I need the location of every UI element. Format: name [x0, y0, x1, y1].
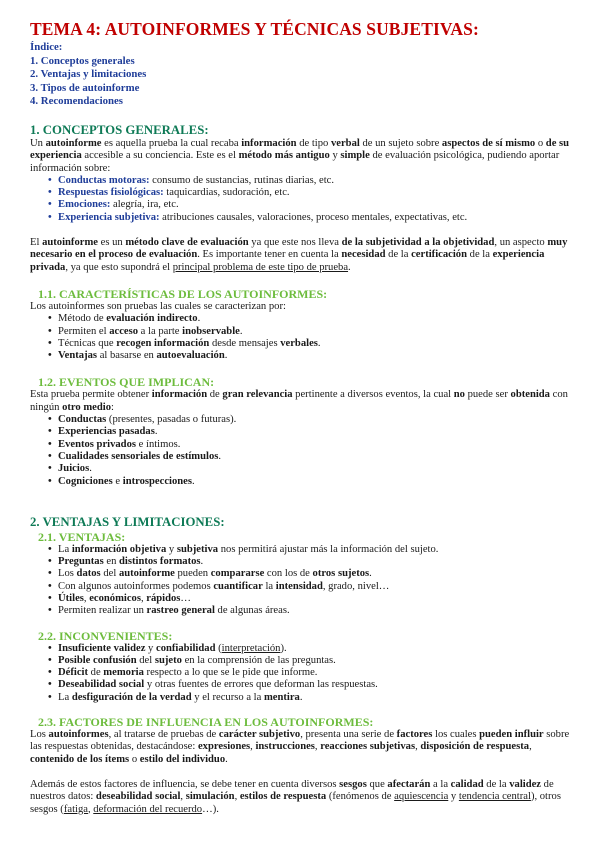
text: .: [154, 426, 158, 438]
text: y: [145, 642, 156, 654]
text: accesible a su conciencia. Este es el: [81, 150, 239, 162]
text: de la: [483, 778, 510, 790]
text: .: [348, 261, 351, 273]
list-item: [48, 187, 576, 199]
bold-text: expresiones: [197, 741, 251, 753]
list-item: [48, 605, 576, 617]
text: , presenta una serie de: [300, 729, 397, 741]
list-item: [48, 350, 576, 362]
text: :: [111, 401, 114, 413]
bold-text: autoinforme: [45, 137, 102, 149]
bold-text: Cogniciones: [58, 475, 113, 487]
bold-text: muy necesario en el proceso de evaluación: [30, 237, 568, 261]
bold-text: simulación: [185, 791, 235, 803]
text: puede ser: [464, 389, 511, 401]
list-item: [48, 544, 576, 556]
drawbacks-list: [30, 643, 576, 704]
text: pueden: [174, 568, 211, 580]
bold-text: Experiencias pasadas: [58, 426, 155, 438]
text: ).: [280, 642, 287, 654]
list-item: [48, 692, 576, 704]
bold-text: contenido de los ítems: [30, 753, 130, 765]
list-item: [48, 175, 576, 187]
text: respecto a lo que se le pide que informe.: [143, 667, 318, 679]
list-item: [48, 476, 576, 488]
item-text: alegría, ira, etc.: [110, 199, 179, 211]
list-item: [48, 439, 576, 451]
section-2-3-heading: 2.3. FACTORES DE INFLUENCIA EN LOS AUTOINFORMES:: [38, 715, 374, 730]
bold-text: Deseabilidad social: [58, 679, 145, 691]
list-item: [48, 655, 576, 667]
bold-text: autoinforme: [42, 237, 98, 249]
text: (presentes, pasadas o futuras).: [106, 414, 237, 426]
text: de tipo: [296, 137, 331, 149]
text: de un sujeto sobre: [359, 137, 442, 149]
underlined-text: interpretación: [221, 642, 281, 654]
text: ya que este nos lleva: [248, 237, 342, 249]
text: desde mensajes: [209, 337, 281, 349]
text: ,: [83, 592, 90, 604]
bold-text: autoevaluación: [156, 350, 225, 362]
text: …: [180, 592, 192, 604]
bold-text: estilo del individuo: [139, 753, 226, 765]
text: …).: [202, 803, 219, 815]
text: ,: [250, 741, 256, 753]
item-label: Conductas motoras:: [58, 174, 150, 186]
text: con ningún: [30, 389, 568, 413]
section-1-2-paragraph: [30, 389, 576, 414]
bold-text: pueden influir: [479, 729, 544, 741]
bold-text: introspecciones: [122, 475, 192, 487]
bold-text: otros sujetos: [312, 568, 370, 580]
text: la: [262, 580, 276, 592]
item-label: Experiencia subjetiva:: [58, 211, 160, 223]
section-2-heading: 2. VENTAJAS Y LIMITACIONES:: [30, 514, 225, 529]
text: en la comprensión de las preguntas.: [181, 654, 336, 666]
underlined-text: fatiga: [63, 803, 88, 815]
text: ,: [87, 803, 94, 815]
bold-text: distintos formatos: [119, 556, 201, 568]
text: sobre las respuestas obtenidas, destacándose:: [30, 729, 570, 753]
text: Un: [30, 137, 46, 149]
list-item: [48, 568, 576, 580]
bold-text: Posible confusión: [58, 654, 137, 666]
bold-text: rápidos: [146, 592, 181, 604]
section-1-paragraph-1: [30, 138, 576, 175]
list-item: [48, 679, 576, 691]
list-item: [48, 556, 576, 568]
text: , al tratarse de pruebas de: [108, 729, 219, 741]
bold-text: compararse: [210, 568, 265, 580]
text: de evaluación psicológica, pudiendo aportar información sobre:: [30, 150, 560, 174]
item-text: taquicardias, sudoración, etc.: [163, 187, 290, 199]
text: del: [136, 654, 155, 666]
text: y otras fuentes de errores que deforman las respuestas.: [144, 679, 378, 691]
bold-text: autoinforme: [118, 568, 175, 580]
list-item: [48, 581, 576, 593]
bold-text: Útiles: [58, 592, 84, 604]
bold-text: aspectos de sí mismo: [441, 137, 536, 149]
bold-text: gran relevancia: [222, 389, 293, 401]
text: Método de: [58, 313, 107, 325]
bold-text: Juicios: [58, 463, 90, 475]
bold-text: Déficit: [58, 667, 88, 679]
bold-text: necesidad: [341, 249, 386, 261]
text: . Es importante tener en cuenta la: [197, 249, 342, 261]
toc-item-2[interactable]: 2. Ventajas y limitaciones: [30, 68, 147, 81]
bold-text: calidad: [450, 778, 484, 790]
bold-text: de la subjetividad a la objetividad: [341, 237, 495, 249]
bold-text: sesgos: [339, 778, 367, 790]
text: al basarse en: [97, 350, 157, 362]
toc-item-3[interactable]: 3. Tipos de autoinforme: [30, 81, 140, 94]
info-types-list: [30, 175, 576, 224]
events-list: [30, 414, 576, 488]
text: ,: [180, 791, 186, 803]
text: de la: [385, 249, 412, 261]
text: Técnicas que: [58, 337, 117, 349]
text: , un aspecto: [494, 237, 548, 249]
list-item: [48, 212, 576, 224]
text: ,: [234, 791, 240, 803]
section-1-paragraph-2: [30, 237, 576, 274]
section-2-3-paragraph-2: [30, 779, 576, 816]
text: Esta prueba permite obtener: [30, 389, 152, 401]
section-1-heading: 1. CONCEPTOS GENERALES:: [30, 122, 209, 137]
bold-text: experiencia privada: [30, 249, 545, 273]
text: El: [30, 237, 43, 249]
bold-text: Insuficiente validez: [58, 642, 146, 654]
text: nos permitirá ajustar más la información del sujeto.: [218, 543, 439, 555]
text: y: [166, 543, 177, 555]
bold-text: validez: [509, 778, 542, 790]
bold-text: Preguntas: [58, 556, 104, 568]
text: (: [215, 642, 222, 654]
text: .: [224, 350, 228, 362]
advantages-list: [30, 544, 576, 618]
bold-text: intensidad: [275, 580, 323, 592]
section-2-2-heading: 2.2. INCONVENIENTES:: [38, 628, 173, 643]
list-item: [48, 199, 576, 211]
text: La: [58, 543, 72, 555]
section-1-2-heading: 1.2. EVENTOS QUE IMPLICAN:: [38, 375, 215, 390]
bold-text: evaluación indirecto: [106, 313, 198, 325]
bold-text: sujeto: [154, 654, 182, 666]
bold-text: factores: [396, 729, 433, 741]
list-item: [48, 593, 576, 605]
underlined-text: deformación del recuerdo: [93, 803, 203, 815]
bold-text: Ventajas: [58, 350, 98, 362]
text: de: [88, 667, 104, 679]
bold-text: carácter subjetivo: [218, 729, 301, 741]
text: que: [366, 778, 388, 790]
text: .: [192, 475, 195, 487]
text: ,: [529, 741, 532, 753]
bold-text: acceso: [109, 325, 139, 337]
bold-text: recogen información: [116, 337, 210, 349]
bold-text: no: [453, 389, 465, 401]
section-2-3-paragraph-1: [30, 729, 576, 766]
bold-text: información: [151, 389, 208, 401]
toc-item-1[interactable]: 1. Conceptos generales: [30, 54, 135, 67]
bold-text: estilos de respuesta: [239, 791, 327, 803]
text: Permiten el: [58, 325, 110, 337]
underlined-text: tendencia central: [458, 791, 531, 803]
text: e: [112, 475, 123, 487]
list-item: [48, 313, 576, 325]
bold-text: método clave de evaluación: [125, 237, 249, 249]
text: Con algunos autoinformes podemos: [58, 580, 214, 592]
text: en: [103, 556, 120, 568]
list-item: [48, 463, 576, 475]
item-text: atribuciones causales, valoraciones, proceso mentales, expectativas, etc.: [159, 211, 468, 223]
list-item: [48, 426, 576, 438]
text: .: [200, 556, 204, 568]
list-item: [48, 643, 576, 655]
text: .: [317, 337, 321, 349]
list-item: [48, 338, 576, 350]
bold-text: método más antiguo: [238, 150, 330, 162]
text: .: [218, 450, 222, 462]
text: pertinente a diversos eventos, la cual: [292, 389, 454, 401]
text: e íntimos.: [136, 438, 181, 450]
bold-text: deseabilidad social: [95, 791, 181, 803]
text: con los de: [264, 568, 313, 580]
text: .: [89, 463, 92, 475]
bold-text: confiabilidad: [156, 642, 216, 654]
text: de: [207, 389, 223, 401]
item-label: Respuestas fisiológicas:: [58, 187, 164, 199]
text: es un: [97, 237, 126, 249]
bold-text: disposición de respuesta: [420, 741, 530, 753]
text: La: [58, 691, 72, 703]
text: los cuales: [432, 729, 480, 741]
bold-text: obtenida: [510, 389, 550, 401]
section-1-1-heading: 1.1. CARACTERÍSTICAS DE LOS AUTOINFORMES:: [38, 286, 328, 301]
bold-text: información: [241, 137, 297, 149]
text: a la parte: [138, 325, 183, 337]
text: o: [129, 753, 140, 765]
bold-text: mentira: [263, 691, 300, 703]
bold-text: económicos: [89, 592, 141, 604]
text: .: [369, 568, 372, 580]
bold-text: otro medio: [62, 401, 112, 413]
underlined-text: principal problema de este tipo de prueba: [172, 261, 349, 273]
text: es aquella prueba la cual recaba: [101, 137, 242, 149]
text: .: [197, 313, 201, 325]
bold-text: verbales: [280, 337, 318, 349]
bold-text: Cualidades sensoriales de estímulos: [58, 450, 219, 462]
text: de nuestros datos:: [30, 778, 554, 803]
bold-text: desfiguración de la verdad: [71, 691, 192, 703]
page-title: TEMA 4: AUTOINFORMES Y TÉCNICAS SUBJETIVAS:: [30, 19, 479, 39]
text: de la: [467, 249, 493, 261]
bold-text: memoria: [103, 667, 144, 679]
text: de algunas áreas.: [214, 605, 290, 617]
list-item: [48, 326, 576, 338]
bold-text: autoinformes: [48, 729, 109, 741]
section-1-1-intro: Los autoinformes son pruebas las cuales se caracterizan por:: [30, 300, 286, 312]
text: y el recurso a la: [191, 691, 264, 703]
text: .: [299, 691, 303, 703]
section-2-1-heading: 2.1. VENTAJAS:: [38, 529, 126, 544]
bold-text: Eventos privados: [58, 438, 136, 450]
bold-text: reacciones subjetivas: [320, 741, 416, 753]
bold-text: instrucciones: [255, 741, 315, 753]
text: Permiten realizar un: [58, 605, 147, 617]
text: ,: [415, 741, 421, 753]
bold-text: de su experiencia: [30, 137, 570, 162]
item-label: Emociones:: [58, 199, 111, 211]
bold-text: Conductas: [58, 414, 107, 426]
text: ,: [140, 592, 147, 604]
list-item: [48, 667, 576, 679]
bold-text: certificación: [411, 249, 467, 261]
text: (fenómenos de: [326, 791, 395, 803]
text: Los: [30, 729, 49, 741]
characteristics-list: [30, 313, 576, 362]
text: .: [225, 753, 228, 765]
toc-item-4[interactable]: 4. Recomendaciones: [30, 95, 123, 108]
text: y: [329, 150, 341, 162]
bold-text: afectarán: [387, 778, 431, 790]
text: y: [448, 791, 459, 803]
text: Los: [58, 568, 77, 580]
text: .: [239, 325, 243, 337]
text: , ya que esto supondrá el: [65, 261, 173, 273]
item-text: consumo de sustancias, rutinas diarias, etc.: [149, 174, 334, 186]
list-item: [48, 451, 576, 463]
table-of-contents: [30, 41, 576, 109]
bold-text: rastreo general: [146, 605, 215, 617]
text: , grado, nivel…: [322, 580, 390, 592]
text: del: [100, 568, 119, 580]
text: a la: [430, 778, 451, 790]
toc-heading: Índice:: [30, 41, 63, 53]
bold-text: datos: [76, 568, 101, 580]
bold-text: inobservable: [182, 325, 240, 337]
bold-text: cuantificar: [213, 580, 263, 592]
list-item: [48, 414, 576, 426]
underlined-text: aquiescencia: [394, 791, 449, 803]
bold-text: información objetiva: [71, 543, 167, 555]
text: ), otros sesgos (: [30, 791, 561, 815]
text: ,: [314, 741, 321, 753]
bold-text: subjetiva: [176, 543, 219, 555]
bold-text: simple: [340, 150, 370, 162]
text: Además de estos factores de influencia, se debe tener en cuenta diversos: [30, 778, 340, 790]
text: o: [535, 137, 546, 149]
bold-text: verbal: [330, 137, 360, 149]
